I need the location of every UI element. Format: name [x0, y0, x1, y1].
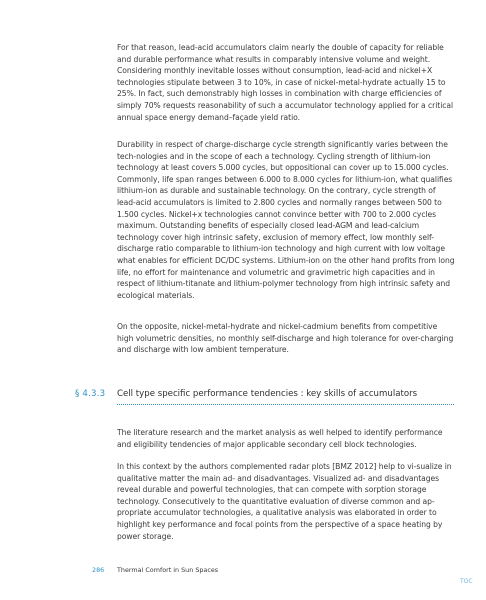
page-number: 286: [92, 566, 105, 574]
section-divider: [117, 404, 454, 405]
body-paragraph-1: For that reason, lead-acid accumulators claim nearly the double of capacity for reliable and durable performance what results in comparably intensive volume and weight. Considering monthly inevitable losses without consumption, lead-acid and nickel+X technologies stipulate between 3 to 10%, in case of nickel-metal-hydrate actually 15 to 25%. In fact, such demonstrably high losses in combination with charge efficiencies of simply 70% requests reasonability of such a accumulator technology applied for a critical annual space energy demand–façade yield ratio.: [117, 43, 454, 122]
footer-book-title: Thermal Comfort in Sun Spaces: [117, 566, 219, 574]
body-paragraph-3: On the opposite, nickel-metal-hydrate and nickel-cadmium benefits from competitive high volumetric densities, no monthly self-discharge and high tolerance for over-charging and discharge with low ambient temperature.: [117, 322, 454, 355]
section-number: § 4.3.3: [75, 389, 106, 399]
body-paragraph-2: Durability in respect of charge-discharge cycle strength significantly varies between the tech-nologies and in the scope of each a technology. Cycling strength of lithium-ion technology at least covers 5.000 cycles, but oppositional can cover up to 15.000 cycles. Commonly, life span ranges between 6.000 to 8.000 cycles for lithium-ion, what qualifies lithium-ion as durable and sustainable technology. On the contrary, cycle strength of lead-acid accumulators is limited to 2.800 cycles and normally ranges between 500 to 1.500 cycles. Nickel+x technologies cannot convince better with 700 to 2.000 cycles maximum. Outstanding benefits of especially closed lead-AGM and lead-calcium technology cover high intrinsic safety, exclusion of memory effect, low monthly self-discharge ratio comparable to lithium-ion technology and high current with low voltage what enables for efficient DC/DC systems. Lithium-ion on the other hand profits from long life, no effort for maintenance and volumetric and gravimetric high capacities and in respect of lithium-titanate and lithium-polymer technology from high intrinsic safety and ecological materials.: [117, 140, 455, 300]
toc-link[interactable]: TOC: [460, 578, 473, 585]
body-paragraph-5: In this context by the authors complemented radar plots [BMZ 2012] help to vi-sualize in qualitative matter the main ad- and disadvantages. Visualized ad- and disadvantages reveal durable and powerful technologies, that can compete with sorption storage technology. Consecutively to the quantitative evaluation of diverse common and ap-propriate accumulator technologies, a qualitative analysis was elaborated in order to highlight key performance and focal points from the perspective of a space heating by power storage.: [117, 462, 452, 541]
body-paragraph-4: The literature research and the market analysis as well helped to identify performance and eligibility tendencies of major applicable secondary cell block technologies.: [117, 428, 443, 449]
section-title: Cell type specific performance tendencies : key skills of accumulators: [117, 389, 418, 399]
